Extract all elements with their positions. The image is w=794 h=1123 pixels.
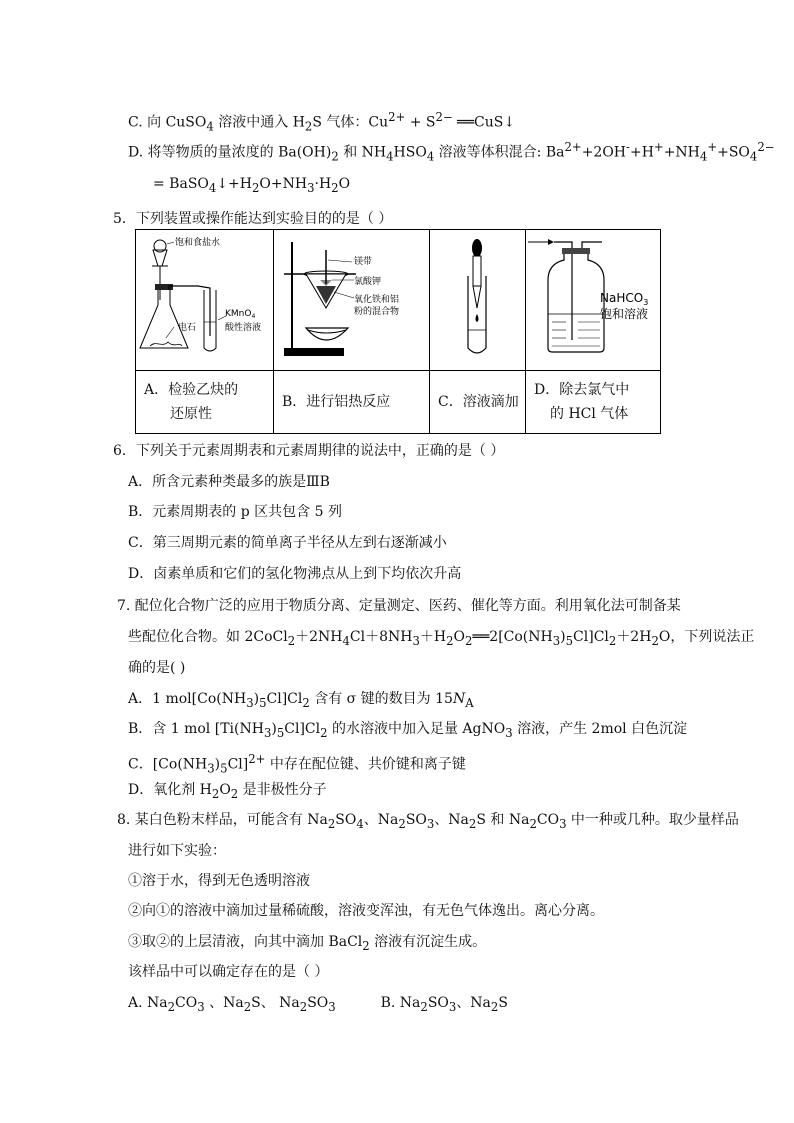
acetylene-apparatus-diagram — [136, 230, 274, 366]
label-saturated-brine: 饱和食盐水 — [175, 238, 221, 248]
thermite-apparatus-diagram — [274, 230, 430, 366]
apparatus-b — [274, 230, 430, 371]
q8-option-b: B. $Na_2SO_3$、$Na_2S$ — [380, 995, 508, 1014]
q6-option-b: B．元素周期表的 p 区共包含 5 列 — [128, 504, 342, 520]
q4-option-d: D. 将等物质的量浓度的 $Ba(OH)_2$ 和 $NH_4HSO_4$ 溶液等体积混合: $Ba^{2+}+2OH^-+H^++NH_4^++SO_4^{2-}$ — [128, 140, 775, 164]
apparatus-c — [430, 230, 526, 371]
q6-option-a: A．所含元素种类最多的族是ⅢB — [128, 474, 330, 490]
q5-option-d: D．除去氯气中 的 HCl 气体 — [526, 371, 661, 434]
q8-stem-line1: 8. 某白色粉末样品，可能含有 $Na_2SO_4$、$Na_2SO_3$、$Na_2S$ 和 $Na_2CO_3$ 中一种或几种。取少量样品 — [117, 812, 739, 831]
q8-options — [128, 994, 508, 1016]
label-calcium-carbide: 电石 — [178, 323, 197, 333]
label-saturated-solution: 饱和溶液 — [600, 307, 649, 321]
apparatus-a — [136, 230, 274, 371]
q7-stem-line1: 7. 配位化合物广泛的应用于物质分离、定量测定、医药、催化等方面。利用氧化法可制备某 — [117, 598, 681, 614]
q5-option-c: C．溶液滴加 — [430, 371, 526, 434]
q7-option-d: D．氧化剂 $H_2O_2$ 是非极性分子 — [128, 782, 327, 801]
label-nahco3: NaHCO$_3$ — [600, 291, 649, 307]
q6-option-d: D．卤素单质和它们的氢化物沸点从上到下均依次升高 — [128, 566, 462, 582]
label-potassium-chlorate: 氯酸钾 — [354, 277, 382, 287]
q8-step-3: ③取②的上层清液，向其中滴加 BaCl$_2$ 溶液有沉淀生成。 — [128, 934, 487, 953]
q7-stem-line2: 些配位化合物。如 $2CoCl_2+2NH_4Cl+8NH_3+H_2O_2══2[Co(NH_3)_5Cl]Cl_2+2H_2O$，下列说法正 — [128, 629, 755, 648]
q6-option-c: C．第三周期元素的简单离子半径从左到右逐渐减小 — [128, 535, 447, 551]
label-mixture-1: 氧化铁和铝 — [354, 295, 400, 305]
q5-stem: 5．下列装置或操作能达到实验目的的是（ ） — [113, 211, 393, 227]
q8-question: 该样品中可以确定存在的是（ ） — [128, 964, 329, 980]
dropper-diagram — [430, 230, 526, 366]
q7-option-b: B．含 1 mol $[Ti(NH_3)_5Cl]Cl_2$ 的水溶液中加入足量 AgNO$_3$ 溶液，产生 2mol 白色沉淀 — [128, 721, 688, 740]
gas-washing-bottle-diagram — [526, 230, 661, 366]
label-magnesium-ribbon: 镁带 — [354, 257, 373, 267]
q4-option-d-cont: = $BaSO_4↓+H_2O+NH_3\cdot H_2O$ — [153, 176, 351, 195]
label-mixture-2: 粉的混合物 — [354, 307, 400, 317]
q8-option-a: A. $Na_2CO_3$ 、$Na_2S$、 $Na_2SO_3$ — [128, 995, 336, 1014]
q4-option-c: C. 向 CuSO$_4$ 溶液中通入 $H_2S$ 气体：$Cu^{2+} + S^{2-}$ ══CuS↓ — [128, 110, 516, 134]
label-kmno4: KMnO$_4$ — [225, 309, 256, 320]
q7-option-c: C．$[Co(NH_3)_5Cl]^{2+}$ 中存在配位键、共价键和离子键 — [128, 752, 466, 776]
q5-option-b: B．进行铝热反应 — [274, 371, 430, 434]
label-acidic-solution: 酸性溶液 — [225, 323, 262, 333]
q8-stem-line2: 进行如下实验： — [128, 843, 226, 859]
q5-option-a: A．检验乙炔的 还原性 — [136, 371, 274, 434]
q6-stem: 6．下列关于元素周期表和元素周期律的说法中，正确的是（ ） — [113, 443, 505, 459]
q5-apparatus-table — [135, 229, 661, 434]
q7-stem-line3: 确的是( ) — [128, 660, 186, 676]
q7-option-a: A．1 $mol[Co(NH_3)_5Cl]Cl_2$ 含有 σ 键的数目为 $15N_A$ — [128, 691, 474, 710]
q8-step-1: ①溶于水，得到无色透明溶液 — [128, 873, 310, 889]
apparatus-d — [526, 230, 661, 371]
q8-step-2: ②向①的溶液中滴加过量稀硫酸，溶液变浑浊，有无色气体逸出。离心分离。 — [128, 903, 604, 919]
